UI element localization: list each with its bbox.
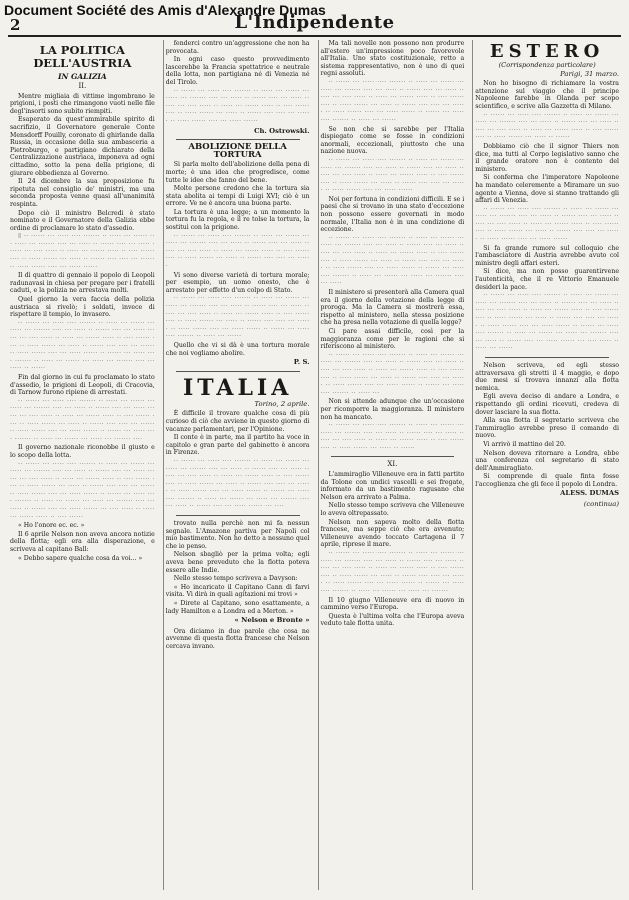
paragraph: Alla sua flotta il segretario scriveva che l'ammiraglio avrebbe preso il comando di nuovo. [475,417,619,440]
article-subtitle-galizia: IN GALIZIA [57,72,107,81]
illegible-text: ·· ······ ··· ····· ···· ······· ·· ····· ··· ······ ··· ····· ··· ······· ···· ··· ····· ·· ······ ···· ··· ····· ······ ··· ···· ····· ·· ····· ··· ······ ····· ·· ···· ······ ···· ·· ····· ······ ··· ····· ·· ······ ···· ···· ··· ······ ·· ····· ······ ···· ··· ····· ······ [475,205,619,244]
header-rule [8,35,621,37]
paragraph: Non si attende adunque che un'occasione per ricomporre la maggioranza. Il ministero non ha mancato. [320,398,465,421]
paragraph: In ogni caso questo provvedimento lascerebbe la Francia spettatrice e neutrale della lotta, non partigiana né di Venezia né del Tirolo. [165,56,310,86]
column-3 [318,40,467,890]
paragraph: L'ammiraglio Villeneuve era in fatti partito da Tolone con undici vascelli e sei fregate, informato da un bastimento ragusano che Nelson era arrivato a Palma. [320,471,465,501]
newspaper-columns [8,40,621,890]
paragraph: Nello stesso tempo scriveva a Davyson: [173,575,298,583]
paragraph: Si comprende di quale finta fosse l'accoglienza che gli fece il popolo di Londra. [475,473,619,488]
illegible-text: ·· ······ ··· ····· ···· ······· ·· ····· ··· ······ ··· ····· ··· ······· ···· ··· ····· ·· ······ ···· ··· ····· ······ ··· ···· ····· ·· ····· ··· ······ ····· ·· ···· ······ ···· ·· ····· ······ ··· ····· ·· ······ ···· ···· ··· ······ ·· ····· ······ ···· ··· ····· ······ ·· ······ ··· ····· ···· ······· ·· ····· ··· ······ ··· ····· ··· ······· ···· ··· ····· ·· ······ [10,319,155,373]
page-number: 2 [10,16,21,34]
paragraph: Il ministero si presenterà alla Camera qual era il giorno della votazione della legge di proroga. Ma la Camera si mostrerà essa, rispetto al ministero, nella stessa posizione che ha presa nella votazione di quella legge? [320,289,465,327]
illegible-text: ·· ······ ··· ····· ···· ······· ·· ····· ··· ······ ··· ····· ··· ······· ···· ··· ····· ·· ······ ···· ··· ····· ······ ··· ···· ····· ·· ····· ··· ······ ····· ·· ···· ······ ···· ·· ····· ······ ··· ····· ·· ······ [475,111,619,142]
paragraph: Dobbiamo ciò che il signor Thiers non dice, ma tutti al Corpo legislativo sanno che il grande oratore non è contento del ministero. [475,142,619,173]
article-separator [176,515,300,516]
paragraph: Si conferma che l'imperatore Napoleone ha mandato celeremente a Miramare un suo agente a Vienna, dove si stanno trattando gli affari di Venezia. [475,174,619,205]
paragraph: Quello che vi si dà è una tortura morale che noi vogliamo abolire. [165,341,310,357]
paragraph: Nelson scriveva, ed egli stesso attraversava gli stretti il 4 maggio, e dopo due mesi si trovava innanzi alla flotta nemica. [475,361,619,392]
paragraph: Ci pare assai difficile, così per la maggioranza come per le ragioni che si riferiscono al ministero. [320,327,465,351]
illegible-text: ·· ······ ··· ····· ···· ······· ·· ····· ··· ······ ··· ····· ··· ······· ···· ··· ····· ·· ······ ···· ··· ····· ······ ··· ···· ····· ·· ····· ··· ······ ····· ·· ···· ······ ···· ·· ····· ······ ··· ····· ·· ······ ···· ···· ··· ······ ·· ····· ······ ···· ··· ····· ······ [320,156,465,195]
paragraph: Se non che si sarebbe per l'Italia dispiegato come se fosse in condizioni anormali, eccezionali, piuttosto che una nazione nuova. [320,125,465,156]
watermark-text: Document Société des Amis d'Alexandre Dumas [4,2,326,18]
paragraph: fenderci contro un'aggressione che non ha provocata. [165,40,310,55]
quote-line: « Debbo sapere qualche cosa da voi... » [18,554,143,562]
column-2 [163,40,312,890]
article-separator [331,456,455,457]
paragraph: Ora diciamo in due parole che cosa ne avvenne di questa flotta francese che Nelson cercava invano. [165,627,310,650]
illegible-text: ·· ······ ··· ····· ···· ······· ·· ····· ··· ······ ··· ····· ··· ······· ···· ··· ····· ·· ······ ···· ··· ····· ······ ··· ···· ····· ·· ····· ··· ······ ····· ·· ···· ······ ···· ·· ····· ······ ··· ····· ·· ······ ···· ···· ··· ······ ·· ····· ······ ···· ··· ····· ······ ·· ······ ··· ····· ···· ······· ·· ····· ··· ······ [165,295,310,341]
paragraph: Mentre migliaia di vittime ingombrano le prigioni, i posti che rimangono vuoti nelle file degl'insorti sono subito riempiti. [10,92,155,115]
paragraph: Fin dal giorno in cui fu proclamato lo stato d'assedio, le prigioni di Leopoli, di Cracovia, di Tarnow furono ripiene di arrestati. [10,373,155,397]
paragraph: Nello stesso tempo scriveva che Villeneuve lo aveva oltrepassato. [320,502,465,518]
paragraph: Dopo ciò il ministro Belcredi è stato nominato e il Governatore della Galizia ebbe ordine di proclamare lo stato d'assedio. [10,209,155,232]
illegible-text: ·· ······ ··· ····· ···· ······· ·· ····· ··· ······ ··· ····· ··· ······· ···· ··· ····· ·· ······ ···· ··· ····· ······ ··· ···· ····· ·· ····· ··· ······ ····· ·· ···· ······ ···· ·· ····· ······ ··· ····· ·· ······ [320,422,465,452]
paragraph: Nelson doveva ritornare a Londra, ebbe una conferenza col segretario di stato dell'Ammiragliato. [475,449,619,472]
paragraph: Il governo nazionale riconobbe il giusto e lo scopo della lotta. [10,444,155,459]
paragraph: Il 24 dicembre la sua proposizione fu ripetuta nel consiglio de' ministri, ma una seconda proposta venne quasi all'unanimità respinta. [10,178,155,208]
paragraph: Esaperato da quest'ammirabile spirito di sacrifizio, il Governatore generale Conte Mensdorff Pouilly, coronato di ghirlande dalla Russia, in occasione della sua ambasceria a Pietroburgo, e partigiano dichiarato della Centralizzazione austriaca, imponeva ad ogni cittadino, sotto la pena della prigione, di giurare obbedienza al Governo. [10,116,155,177]
dateline: Torino, 2 aprile. [254,399,310,408]
quote-line: « Ho incaricato il Capitano Cann di farvi visita. Vi dirà in quali agitazioni mi trovi » [165,583,310,599]
signature: « Nelson e Bronte » [234,616,310,625]
section-title-italia: ITALIA [182,374,293,401]
paragraph: Questa è l'ultima volta che l'Europa aveva veduto tale flotta unita. [320,612,465,628]
illegible-text: ·· ······ ··· ····· ···· ······· ·· ····· ··· ······ ··· ····· ··· ······· ···· ··· ····· ·· ······ ···· ··· ····· ······ ··· ···· ····· ·· ····· ··· ······ ····· ·· ···· ······ ···· ·· ····· ······ ··· ····· ·· ······ ···· ···· ··· ······ ·· ····· ······ ···· ··· ····· ······ ·· ······ ··· ····· ···· ······· ·· ····· ··· [320,351,465,397]
article-separator [176,371,300,372]
illegible-text: ·· ······ ··· ····· ···· ······· ·· ····· ··· ······ ··· ····· ··· ······· ···· ··· ····· ·· ······ ···· ··· ····· ······ ··· ···· ····· ·· ····· ··· ······ ····· ·· ···· ······ ···· ·· ····· ······ ··· ····· ·· ······ ···· ···· ··· ······ ·· ····· ······ ···· ··· ····· ······ ·· ······ ··· ····· ···· ······· ·· ····· ··· ······ [320,78,465,124]
paragraph: Non ho bisogno di richiamare la vostra attenzione sul viaggio che il principe Napoleone farebbe in Olanda per scopo scientifico, e scrive alla Gazzetta di Milano. [475,80,619,110]
section-number: II. [78,82,87,90]
illegible-text: ·· ······ ··· ····· ···· ······· ·· ····· ··· ······ ··· ····· ··· ······· ···· ··· ····· ·· ······ ···· ··· ····· ······ ··· ···· ····· ·· ····· ··· ······ ····· ·· ···· ······ ···· ·· ····· ······ ··· ····· ·· ······ ···· ···· ··· ······ ·· ····· ······ ···· ··· ····· ······ ·· ······ ··· ····· ···· ······· ·· ····· ··· ······ ··· ····· ··· ······· ···· ··· ····· ·· ······ ···· ··· ····· ······ ··· ···· ····· ·· ····· ··· ······ ····· ·· ···· ······ [10,460,155,521]
paragraph: Quel giorno la vera faccia della polizia austriaca si rivelò; i soldati, invece di rispettare il tempio, lo invasero. [10,296,155,319]
paragraph: Il dì quattro di gennaio il popolo di Leopoli radunavasi in chiesa per pregare per i fratelli caduti, e la polizia ne arrestava molti. [10,272,155,295]
quote-line: « Ho l'onore ec. ec. » [18,522,85,530]
illegible-text: ·· ······ ··· ····· ···· ······· ·· ····· ··· ······ ··· ····· ··· ······· ···· ··· ····· ·· ······ ···· ··· ····· ······ ··· ···· ····· ·· ····· ··· ······ ····· ·· ···· ······ ···· ·· ····· ······ ··· ····· ·· ······ ···· ···· ··· ······ ·· ····· ······ ···· ··· ····· ······ ·· ······ ··· ····· ···· ······· ·· ····· ··· ······ ··· ····· ··· ······· ···· [10,397,155,443]
paragraph: Il conte è in parte, ma il partito ha voce in capitolo e gran parte del gabinetto è ancora in Firenze. [165,434,310,457]
signature: P. S. [293,358,310,367]
article-title-tortura: ABOLIZIONE DELLA TORTURA [188,142,287,160]
dateline: Parigi, 31 marzo. [560,69,619,78]
paragraph: La tortura è una legge; a un momento la tortura fu la regola, e il re tolse la tortura, la sostituì con la prigione. [165,208,310,232]
correspondence-note: (Corrispondenza particolare) [498,61,596,69]
author-signature: ALESS. DUMAS [560,489,619,498]
illegible-text: ·· ······ ··· ····· ···· ······· ·· ····· ··· ······ ··· ····· ··· ······· ···· ··· ····· ·· ······ ···· ··· ····· ······ ··· ···· ····· ·· ····· ··· ······ ····· ·· ···· ······ ···· ·· ····· ······ ··· ····· ·· ······ ···· ···· ··· ······ ·· ····· ······ ···· ··· ····· ······ [165,87,310,125]
signature: Ch. Ostrowski. [254,126,310,135]
paragraph: Egli aveva deciso di andare a Londra, e rispettando gli ordini ricevuti, credeva di dover lasciare la sua flotta. [475,393,619,416]
paragraph: Si dice, ma non posso guarentirvene l'autenticità, che il re Vittorio Emanuele desideri la pace. [475,268,619,291]
paragraph: Il 10 giugno Villeneuve era di nuovo in cammino verso l'Europa. [320,596,465,612]
paragraph: Molte persone credono che la tortura sia stata abolita ai tempi di Luigi XVI; ciò è un errore. Ve ne è ancora una buona parte. [165,185,310,208]
illegible-text: ·· ······ ··· ····· ···· ······· ·· ····· ··· ······ ··· ····· ··· ······· ···· ··· ····· ·· ······ ···· ··· ····· ······ ··· ···· ····· ·· ····· ··· ······ ····· ·· ···· ······ ···· ·· ····· ······ ··· ····· ·· ······ ···· ···· ··· ······ [165,232,310,271]
article-separator [176,139,300,140]
paragraph: Si parla molto dell'abolizione della pena di morte; è una idea che progredisce, come tutte le idee che fanno del bene. [165,161,310,184]
paragraph: Ma tali novelle non possono non produrre all'estero un'impressione poco favorevole all'Italia. Uno stato costituzionale, retto a sistema rappresentativo, non è uno di quei regni assoluti. [320,40,465,78]
illegible-text: ǁ ·· ······ ··· ····· ···· ······· ·· ····· ··· ······ ··· ····· ··· ······· ···· ··· ····· ·· ······ ···· ··· ····· ······ ··· ···· ····· ·· ····· ··· ······ ····· ·· ···· ······ ···· ·· ····· ······ ··· ····· ·· ······ ···· ···· ··· ······ ·· ····· ······ ···· ··· ····· ······ [10,233,155,271]
illegible-text: ·· ······ ··· ····· ···· ······· ·· ····· ··· ······ ··· ····· ··· ······· ···· ··· ····· ·· ······ ···· ··· ····· ······ ··· ···· ····· ·· ····· ··· ······ ····· ·· ···· ······ ···· ·· ····· ······ ··· ····· ·· ······ ···· ···· ··· ······ ·· ····· ······ ···· ··· ····· ······ ·· ······ ··· ····· ···· ······· ·· ····· ··· ······ ··· ····· ··· ······· ···· ··· ····· [320,234,465,288]
illegible-text: ·· ······ ··· ····· ···· ······· ·· ····· ··· ······ ··· ····· ··· ······· ···· ··· ····· ·· ······ ···· ··· ····· ······ ··· ···· ····· ·· ····· ··· ······ ····· ·· ···· ······ ···· ·· ····· ······ ··· ····· ·· ······ ···· ···· ··· ······ ·· ····· ······ ···· ··· ····· ······ ·· ······ ··· ····· ···· ······· ·· ····· ··· ······ ··· ····· ··· ······· [320,550,465,595]
section-title-estero: ESTERO [489,41,605,62]
column-1 [8,40,157,890]
paragraph: « Direte al Capitano, sono esattamente, a lady Hamilton e a Londra ed a Merton. » [165,600,310,615]
paragraph: Vi sono diverse varietà di tortura morale; per esempio, un uomo onesto, che è arrestato per effetto d'un colpo di Stato. [165,271,310,294]
section-number: XI. [387,460,398,469]
illegible-text: ·· ······ ··· ····· ···· ······· ·· ····· ··· ······ ··· ····· ··· ······· ···· ··· ····· ·· ······ ···· ··· ····· ······ ··· ···· ····· ·· ····· ··· ······ ····· ·· ···· ······ ···· ·· ····· ······ ··· ····· ·· ······ ···· ···· ··· ······ ·· ····· ······ ···· ··· ····· ······ ·· ······ ··· ····· ···· ······· ·· ····· ··· ······ ··· ····· ··· ······· ···· ··· ····· ·· ······ ···· ··· ····· ······ ··· ···· [165,457,310,511]
paragraph: Nelson sbagliò per la prima volta; egli aveva bene preveduto che la flotta poteva essere alle Indie. [165,551,310,574]
paragraph: È difficile il trovare qualche cosa di più curioso di ciò che avviene in questo giorno di vacanze parlamentari, per l'Opinione. [165,410,310,433]
article-title-austria: LA POLITICA DELL'AUSTRIA [33,43,132,70]
paragraph: trovato nulla perchè non mi fa nessun segnale. L'Amazone partiva per Napoli col mio bastimento. Non ho detto a nessuno quel che io penso. [165,520,310,550]
column-4 [472,40,621,890]
paragraph: Il 6 aprile Nelson non aveva ancora notizie della flotta; egli era alla disperazione, e scriveva al capitano Ball: [10,530,155,554]
paragraph: Nelson non sapeva molto della flotta francese, ma seppe ciò che era avvenuto; Villeneuve avendo toccato Cartagena il 7 aprile, riprese il mare. [320,518,465,549]
illegible-text: ·· ······ ··· ····· ···· ······· ·· ····· ··· ······ ··· ····· ··· ······· ···· ··· ····· ·· ······ ···· ··· ····· ······ ··· ···· ····· ·· ····· ··· ······ ····· ·· ···· ······ ···· ·· ····· ······ ··· ····· ·· ······ ···· ···· ··· ······ ·· ····· ······ ···· ··· ····· ······ ·· ······ ··· ····· ···· ······· ·· ····· ··· ······ ··· ····· ··· ······· ···· ··· ····· ·· ······ ···· ··· ····· ······ ··· ···· ····· ·· ····· ··· ······ [475,292,619,353]
paragraph: Noi per fortuna in condizioni difficili. E se i paesi che si trovano in una stato d'eccezione non possono essere governati in modo normale, l'Italia non è in una condizione di eccezione. [320,195,465,234]
paragraph: Si fa grande rumore sul colloquio che l'ambasciatore di Austria avrebbe avuto col ministro degli affari esteri. [475,244,619,267]
masthead: L'Indipendente [234,12,395,33]
continued-note: (continua) [583,500,619,509]
article-separator [485,357,609,358]
paragraph: Vi arrivò il mattino del 20. [483,440,566,448]
